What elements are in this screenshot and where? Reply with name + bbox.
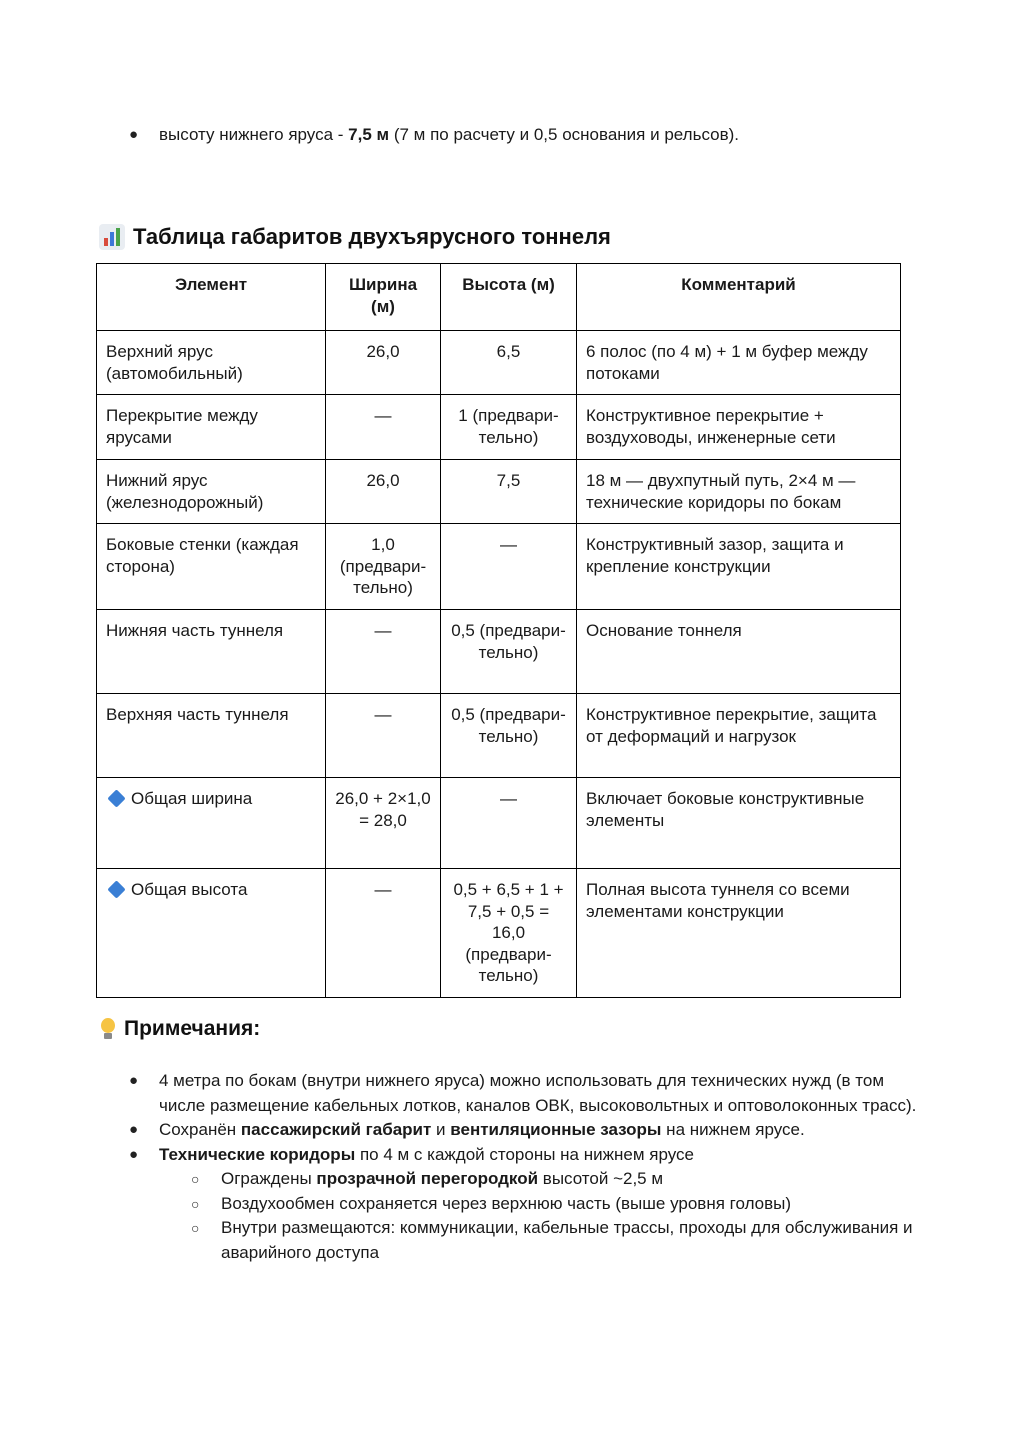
cell-element [97, 869, 326, 998]
light-bulb-icon [100, 1018, 116, 1040]
cell-element-text: Общая ширина [131, 789, 253, 808]
cell-height: 0,5 (предвари-тельно) [441, 694, 577, 778]
text-span: (7 м по расчету и 0,5 основания и рельсов). [389, 125, 740, 144]
cell-comment: Конструктивный зазор, защита и крепление конструкции [577, 524, 901, 610]
cell-height: — [441, 778, 577, 869]
sub-list-item [191, 1216, 919, 1265]
list-item [129, 1143, 919, 1266]
text-span: по 4 м с каждой стороны на нижнем ярусе [355, 1144, 694, 1164]
notes-heading [100, 1017, 260, 1041]
bullet-circle-icon: ○ [191, 1220, 200, 1236]
sub-list-item [191, 1167, 919, 1192]
text-span: Сохранён [159, 1120, 241, 1139]
bullet-dot-icon: ● [129, 126, 139, 143]
blue-diamond-icon [107, 880, 125, 898]
bold-span: Технические коридоры [159, 1144, 356, 1164]
table-row [97, 524, 901, 610]
cell-height: 0,5 (предвари-тельно) [441, 610, 577, 694]
note-text: 4 метра по бокам (внутри нижнего яруса) можно использовать для технических нужд (в том числе размещение кабельных лотков, каналов ОВК, высоковольтных и оптоволоконных трасс). [159, 1071, 917, 1115]
cell-element: Перекрытие между ярусами [97, 395, 326, 460]
sub-list-item [191, 1192, 919, 1217]
bullet-circle-icon: ○ [191, 1195, 200, 1212]
text-span: на нижнем ярусе. [661, 1120, 805, 1139]
top-bullet-list [129, 123, 979, 148]
sub-list [191, 1167, 919, 1265]
column-header: Ширина (м) [326, 264, 441, 331]
cell-comment: 6 полос (по 4 м) + 1 м буфер между потоками [577, 331, 901, 395]
note-text: Воздухообмен сохраняется через верхнюю часть (выше уровня головы) [221, 1193, 792, 1213]
cell-width: — [326, 610, 441, 694]
cell-width: 26,0 [326, 460, 441, 524]
cell-height: — [441, 524, 577, 610]
cell-height: 1 (предвари-тельно) [441, 395, 577, 460]
cell-width: 26,0 + 2×1,0 = 28,0 [326, 778, 441, 869]
cell-comment: Полная высота туннеля со всеми элементами конструкции [577, 869, 901, 998]
bold-span: 7,5 м [348, 125, 390, 144]
cell-width: 1,0 (предвари-тельно) [326, 524, 441, 610]
bold-span: вентиляционные зазоры [450, 1120, 662, 1139]
cell-element: Боковые стенки (каждая сторона) [97, 524, 326, 610]
table-heading-text: Таблица габаритов двухъярусного тоннеля [133, 224, 611, 249]
blue-diamond-icon [107, 789, 125, 807]
text-span: высоту нижнего яруса - [159, 125, 349, 144]
cell-height: 0,5 + 6,5 + 1 + 7,5 + 0,5 = 16,0 (предвари-тельно) [441, 869, 577, 998]
cell-height: 7,5 [441, 460, 577, 524]
table-row [97, 694, 901, 778]
cell-comment: Конструктивное перекрытие + воздуховоды, инженерные сети [577, 395, 901, 460]
table-heading [99, 224, 611, 250]
bullet-dot-icon: ● [129, 1121, 139, 1138]
cell-element [97, 778, 326, 869]
text-span: Ограждены [221, 1169, 317, 1188]
cell-width: — [326, 694, 441, 778]
cell-comment: Основание тоннеля [577, 610, 901, 694]
table-row [97, 395, 901, 460]
cell-width: — [326, 869, 441, 998]
table-row [97, 460, 901, 524]
cell-comment: Включает боковые конструктивные элементы [577, 778, 901, 869]
note-text: Внутри размещаются: коммуникации, кабельные трассы, проходы для обслуживания и аварийного доступа [221, 1218, 913, 1262]
cell-element: Нижний ярус (железнодорожный) [97, 460, 326, 524]
cell-height: 6,5 [441, 331, 577, 395]
cell-element-text: Общая высота [131, 880, 248, 899]
table-row [97, 331, 901, 395]
bullet-dot-icon: ● [129, 1145, 139, 1163]
cell-width: 26,0 [326, 331, 441, 395]
column-header: Элемент [97, 264, 326, 331]
text-span: и [431, 1120, 451, 1139]
list-item [129, 1118, 919, 1143]
list-item [129, 123, 979, 148]
cell-comment: 18 м — двухпутный путь, 2×4 м — технические коридоры по бокам [577, 460, 901, 524]
list-item [129, 1069, 919, 1118]
cell-element: Верхний ярус (автомобильный) [97, 331, 326, 395]
notes-heading-text: Примечания: [124, 1017, 261, 1040]
notes-list [129, 1069, 919, 1265]
bold-span: прозрачной перегородкой [316, 1169, 539, 1188]
cell-element: Нижняя часть туннеля [97, 610, 326, 694]
column-header: Высота (м) [441, 264, 577, 331]
bar-chart-icon [99, 224, 125, 250]
bullet-circle-icon: ○ [191, 1171, 200, 1187]
bold-span: пассажирский габарит [240, 1120, 432, 1139]
table-header-row [97, 264, 901, 331]
bullet-dot-icon: ● [129, 1072, 139, 1089]
table-row [97, 610, 901, 694]
table-row [97, 869, 901, 998]
text-span: высотой ~2,5 м [538, 1169, 664, 1188]
table-row [97, 778, 901, 869]
dimensions-table [96, 263, 901, 998]
column-header: Комментарий [577, 264, 901, 331]
cell-width: — [326, 395, 441, 460]
cell-element: Верхняя часть туннеля [97, 694, 326, 778]
cell-comment: Конструктивное перекрытие, защита от деформаций и нагрузок [577, 694, 901, 778]
